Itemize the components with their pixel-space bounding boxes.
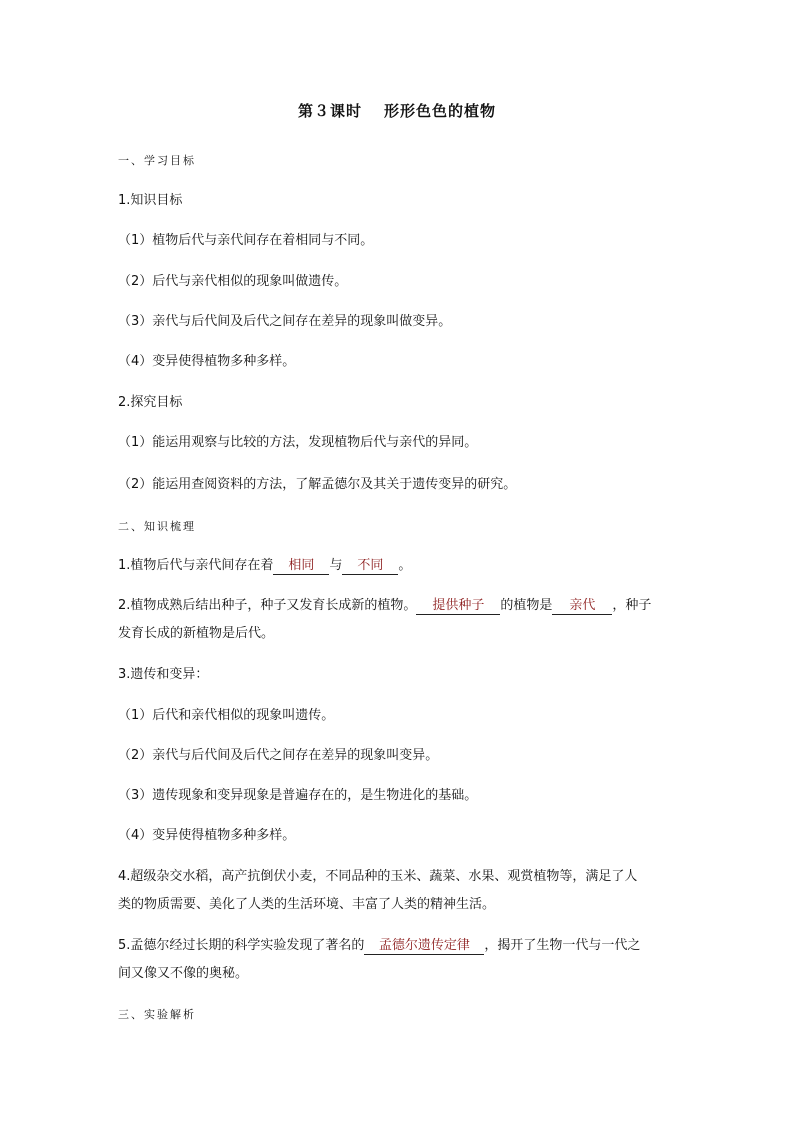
- fill-blank-answer: 孟德尔遗传定律: [364, 938, 484, 955]
- review-1-suffix: 。: [398, 558, 412, 573]
- review-item-5-continued: 间又像又不像的奥秘。: [118, 966, 249, 981]
- fill-blank-answer: 不同: [342, 558, 398, 575]
- section-heading-objectives: 一、学习目标: [118, 154, 196, 167]
- review-1-mid: 与: [329, 558, 343, 573]
- review-item-3-point: （2）亲代与后代间及后代之间存在差异的现象叫变异。: [118, 748, 439, 763]
- review-5-suffix: ，揭开了生物一代与一代之: [484, 938, 641, 953]
- review-item-5: [118, 932, 678, 960]
- review-item-3-point: （4）变异使得植物多种多样。: [118, 828, 296, 843]
- knowledge-goal-item: （4）变异使得植物多种多样。: [118, 354, 296, 369]
- lesson-number: 第３课时: [297, 102, 362, 120]
- review-item-2: [118, 592, 678, 620]
- page-title: [0, 100, 794, 121]
- inquiry-goal-item: （2）能运用查阅资料的方法，了解孟德尔及其关于遗传变异的研究。: [118, 477, 517, 492]
- section-heading-experiment: 三、实验解析: [118, 1008, 196, 1021]
- section-heading-review: 二、知识梳理: [118, 520, 196, 533]
- review-2-mid: 的植物是: [500, 598, 553, 613]
- review-item-3-point: （3）遗传现象和变异现象是普遍存在的，是生物进化的基础。: [118, 788, 478, 803]
- inquiry-goal-heading: 2.探究目标: [118, 395, 183, 410]
- review-2-suffix: ，种子: [612, 598, 652, 613]
- knowledge-goal-item: （3）亲代与后代间及后代之间存在差异的现象叫做变异。: [118, 314, 452, 329]
- review-item-4-continued: 类的物质需要、美化了人类的生活环境、丰富了人类的精神生活。: [118, 897, 496, 912]
- knowledge-goal-heading: 1.知识目标: [118, 193, 183, 208]
- review-item-2-continued: 发育长成的新植物是后代。: [118, 626, 275, 641]
- fill-blank-answer: 相同: [273, 558, 329, 575]
- fill-blank-answer: 亲代: [552, 598, 612, 615]
- review-5-prefix: 5.孟德尔经过长期的科学实验发现了著名的: [118, 938, 365, 953]
- review-item-4: 4.超级杂交水稻，高产抗倒伏小麦，不同品种的玉米、蔬菜、水果、观赏植物等，满足了人: [118, 869, 638, 884]
- review-item-3-point: （1）后代和亲代相似的现象叫遗传。: [118, 708, 335, 723]
- review-item-1: [118, 552, 678, 580]
- review-2-prefix: 2.植物成熟后结出种子，种子又发育长成新的植物。: [118, 598, 417, 613]
- review-item-3-heading: 3.遗传和变异：: [118, 667, 209, 682]
- lesson-topic: 形形色色的植物: [384, 102, 497, 120]
- knowledge-goal-item: （1）植物后代与亲代间存在着相同与不同。: [118, 233, 374, 248]
- fill-blank-answer: 提供种子: [416, 598, 500, 615]
- inquiry-goal-item: （1）能运用观察与比较的方法，发现植物后代与亲代的异同。: [118, 435, 478, 450]
- knowledge-goal-item: （2）后代与亲代相似的现象叫做遗传。: [118, 274, 348, 289]
- review-1-prefix: 1.植物后代与亲代间存在着: [118, 558, 274, 573]
